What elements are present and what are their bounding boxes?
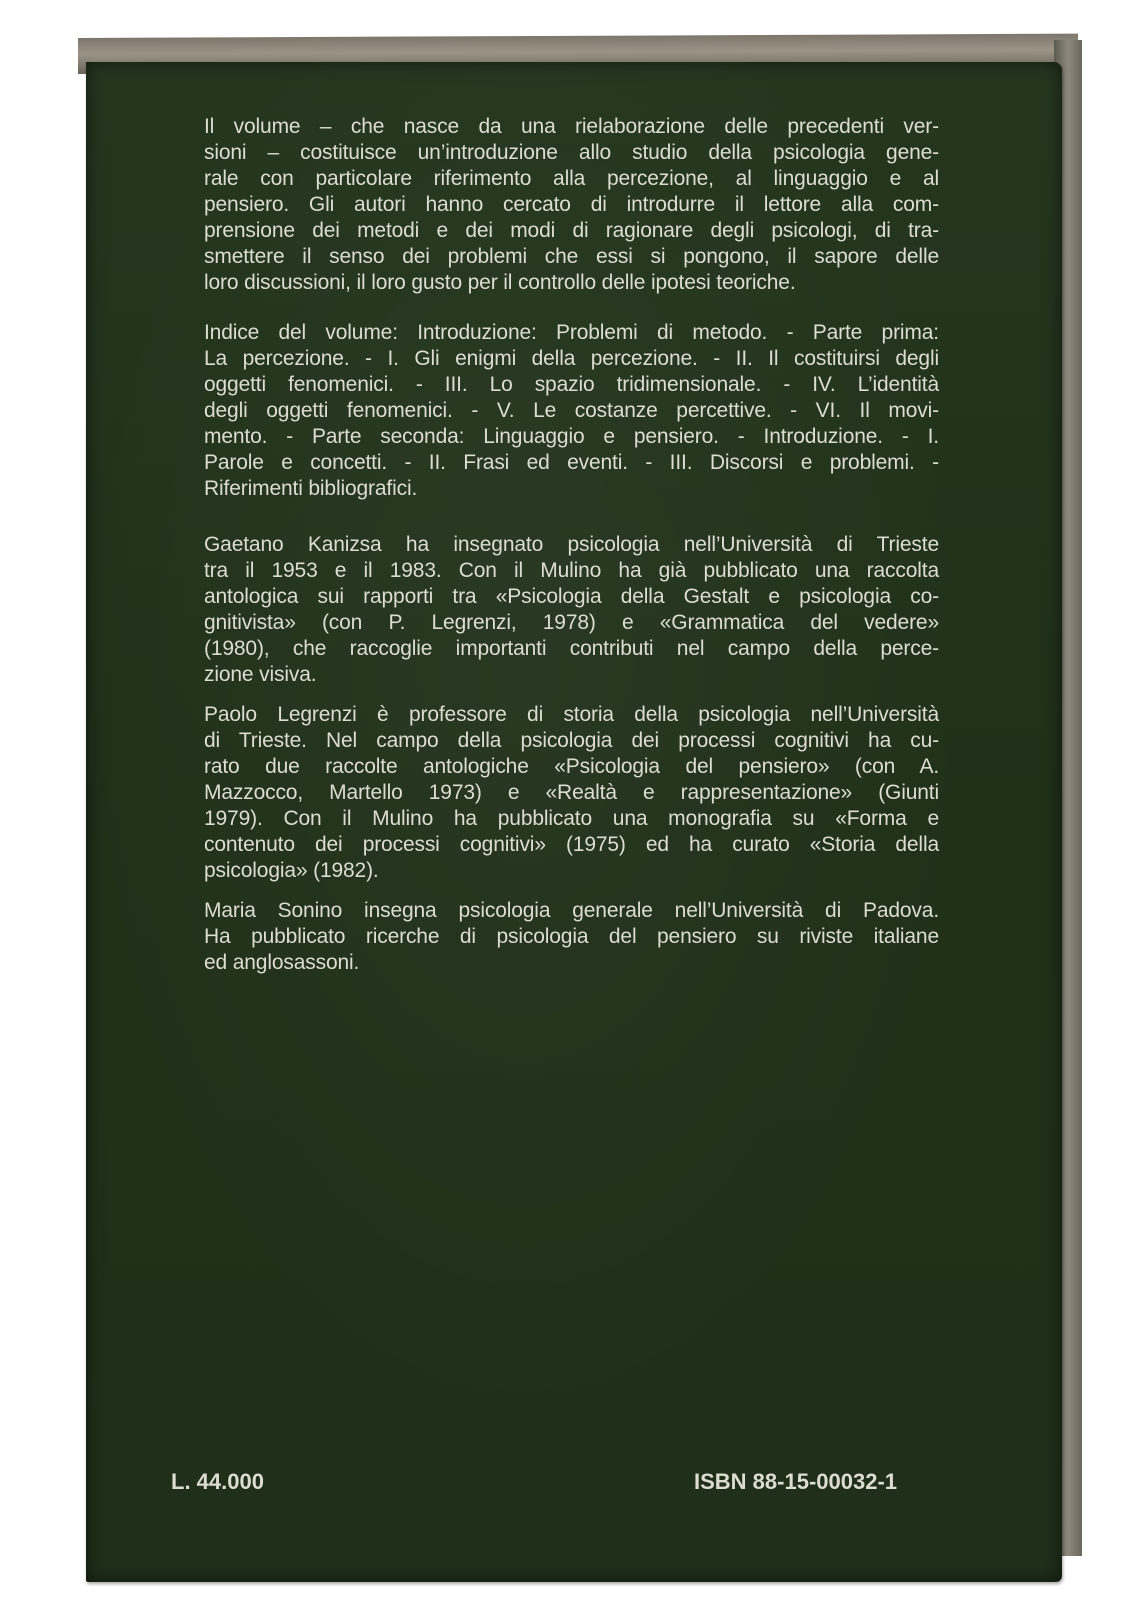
text-line: degli oggetti fenomenici. - V. Le costanze percettive. - VI. Il movi- bbox=[204, 399, 939, 422]
index-paragraph bbox=[204, 320, 939, 502]
text-line: mento. - Parte seconda: Linguaggio e pensiero. - Introduzione. - I. bbox=[204, 425, 939, 448]
text-line: gnitivista» (con P. Legrenzi, 1978) e «Grammatica del vedere» bbox=[204, 611, 939, 634]
text-line: Riferimenti bibliografici. bbox=[204, 477, 418, 500]
text-line: di Trieste. Nel campo della psicologia dei processi cognitivi ha cu- bbox=[204, 729, 939, 752]
text-line: smettere il senso dei problemi che essi si pongono, il sapore delle bbox=[204, 245, 939, 268]
text-line: psicologia» (1982). bbox=[204, 859, 379, 882]
back-cover bbox=[86, 62, 1062, 1582]
text-line: pensiero. Gli autori hanno cercato di introdurre il lettore alla com- bbox=[204, 193, 939, 216]
text-line: zione visiva. bbox=[204, 663, 317, 686]
blurb-paragraph bbox=[204, 114, 939, 296]
text-line: La percezione. - I. Gli enigmi della percezione. - II. Il costituirsi degli bbox=[204, 347, 939, 370]
isbn-label: ISBN 88-15-00032-1 bbox=[694, 1469, 898, 1494]
author-bio-sonino bbox=[204, 898, 939, 976]
text-line: 1979). Con il Mulino ha pubblicato una monografia su «Forma e bbox=[204, 807, 939, 830]
text-line: prensione dei metodi e dei modi di ragionare degli psicologi, di tra- bbox=[204, 219, 939, 242]
text-line: Il volume – che nasce da una rielaborazione delle precedenti ver- bbox=[204, 115, 939, 138]
text-line: loro discussioni, il loro gusto per il controllo delle ipotesi teoriche. bbox=[204, 271, 796, 294]
text-line: rato due raccolte antologiche «Psicologia del pensiero» (con A. bbox=[204, 755, 939, 778]
text-line: Indice del volume: Introduzione: Problemi di metodo. - Parte prima: bbox=[204, 321, 939, 344]
author-bio-legrenzi bbox=[204, 702, 939, 884]
text-line: Ha pubblicato ricerche di psicologia del pensiero su riviste italiane bbox=[204, 925, 939, 948]
text-line: sioni – costituisce un’introduzione allo studio della psicologia gene- bbox=[204, 141, 939, 164]
cover-text-block bbox=[204, 114, 939, 976]
text-line: (1980), che raccoglie importanti contributi nel campo della perce- bbox=[204, 637, 939, 660]
text-line: Paolo Legrenzi è professore di storia della psicologia nell’Università bbox=[204, 703, 939, 726]
author-bio-kanizsa bbox=[204, 532, 939, 688]
text-line: antologica sui rapporti tra «Psicologia della Gestalt e psicologia co- bbox=[204, 585, 939, 608]
text-line: Maria Sonino insegna psicologia generale nell’Università di Padova. bbox=[204, 899, 939, 922]
text-line: contenuto dei processi cognitivi» (1975) ed ha curato «Storia della bbox=[204, 833, 939, 856]
price-label: L. 44.000 bbox=[171, 1469, 264, 1494]
text-line: Gaetano Kanizsa ha insegnato psicologia nell’Università di Trieste bbox=[204, 533, 939, 556]
text-line: Parole e concetti. - II. Frasi ed eventi. - III. Discorsi e problemi. - bbox=[204, 451, 939, 474]
text-line: tra il 1953 e il 1983. Con il Mulino ha già pubblicato una raccolta bbox=[204, 559, 939, 582]
text-line: oggetti fenomenici. - III. Lo spazio tridimensionale. - IV. L’identità bbox=[204, 373, 939, 396]
text-line: ed anglosassoni. bbox=[204, 951, 360, 974]
text-line: Mazzocco, Martello 1973) e «Realtà e rappresentazione» (Giunti bbox=[204, 781, 939, 804]
text-line: rale con particolare riferimento alla percezione, al linguaggio e al bbox=[204, 167, 939, 190]
